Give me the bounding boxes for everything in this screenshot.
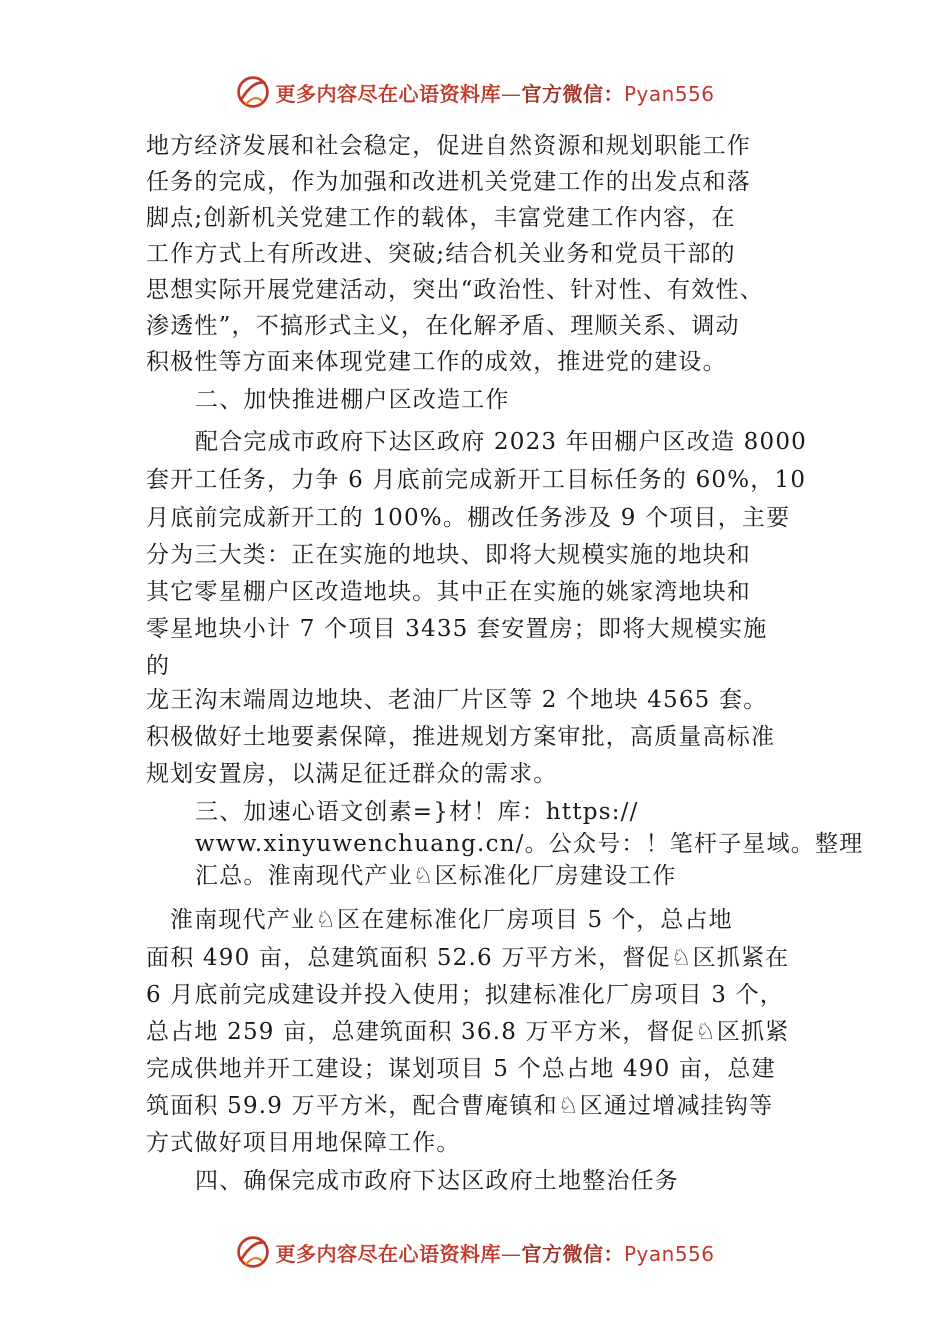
- text-line: 配合完成市政府下达区政府 2023 年田棚户区改造 8000: [195, 429, 807, 455]
- text-line: 面积 490 亩，总建筑面积 52.6 万平方米，督促♘区抓紧在: [146, 945, 790, 971]
- section-heading: 三、加速心语文创素=}材！库：https://: [195, 799, 639, 825]
- text-line: 6 月底前完成建设并投入使用；拟建标准化厂房项目 3 个，: [146, 982, 784, 1008]
- text-line: 方式做好项目用地保障工作。: [146, 1130, 461, 1156]
- text-line: 总占地 259 亩，总建筑面积 36.8 万平方米，督促♘区抓紧: [146, 1019, 790, 1045]
- header-banner: [0, 72, 950, 112]
- text-line: 工作方式上有所改进、突破;结合机关业务和党员干部的: [146, 241, 736, 267]
- text-line: 套开工任务，力争 6 月底前完成新开工目标任务的 60%，10: [146, 467, 807, 493]
- text-line: 其它零星棚户区改造地块。其中正在实施的姚家湾地块和: [146, 579, 751, 605]
- text-line: 任务的完成，作为加强和改进机关党建工作的出发点和落: [146, 169, 751, 195]
- section-heading: 二、加快推进棚户区改造工作: [195, 387, 510, 413]
- logo-icon: [235, 74, 271, 110]
- text-line: 的: [146, 653, 171, 679]
- text-line: 规划安置房，以满足征迁群众的需求。: [146, 761, 558, 787]
- text-line: 积极性等方面来体现党建工作的成效，推进党的建设。: [146, 349, 727, 375]
- text-line: 零星地块小计 7 个项目 3435 套安置房；即将大规模实施: [146, 616, 768, 642]
- text-line: 月底前完成新开工的 100%。棚改任务涉及 9 个项目，主要: [146, 505, 791, 531]
- footer-banner: [0, 1232, 950, 1272]
- banner-text: 更多内容尽在心语资料库—官方微信：Pyan556: [275, 81, 715, 106]
- logo-icon: [235, 1234, 271, 1270]
- text-line: 龙王沟末端周边地块、老油厂片区等 2 个地块 4565 套。: [146, 687, 768, 713]
- text-line: 脚点;创新机关党建工作的载体，丰富党建工作内容，在: [146, 205, 736, 231]
- text-line: www.xinyuwenchuang.cn/。公众号：！笔杆子星域。整理: [195, 831, 864, 857]
- text-line: 完成供地并开工建设；谋划项目 5 个总占地 490 亩，总建: [146, 1056, 776, 1082]
- text-line: 筑面积 59.9 万平方米，配合曹庵镇和♘区通过增减挂钩等: [146, 1093, 774, 1119]
- text-line: 汇总。淮南现代产业♘区标准化厂房建设工作: [195, 863, 677, 889]
- text-line: 渗透性”，不搞形式主义，在化解矛盾、理顺关系、调动: [146, 313, 740, 339]
- section-heading: 四、确保完成市政府下达区政府土地整治任务: [195, 1168, 679, 1194]
- text-line: 积极做好土地要素保障，推进规划方案审批，高质量高标准: [146, 724, 776, 750]
- banner-text: 更多内容尽在心语资料库—官方微信：Pyan556: [275, 1241, 715, 1266]
- text-line: 分为三大类：正在实施的地块、即将大规模实施的地块和: [146, 542, 751, 568]
- text-line: 思想实际开展党建活动，突出“政治性、针对性、有效性、: [146, 277, 764, 303]
- text-line: 淮南现代产业♘区在建标准化厂房项目 5 个，总占地: [170, 907, 733, 933]
- text-line: 地方经济发展和社会稳定，促进自然资源和规划职能工作: [146, 133, 751, 159]
